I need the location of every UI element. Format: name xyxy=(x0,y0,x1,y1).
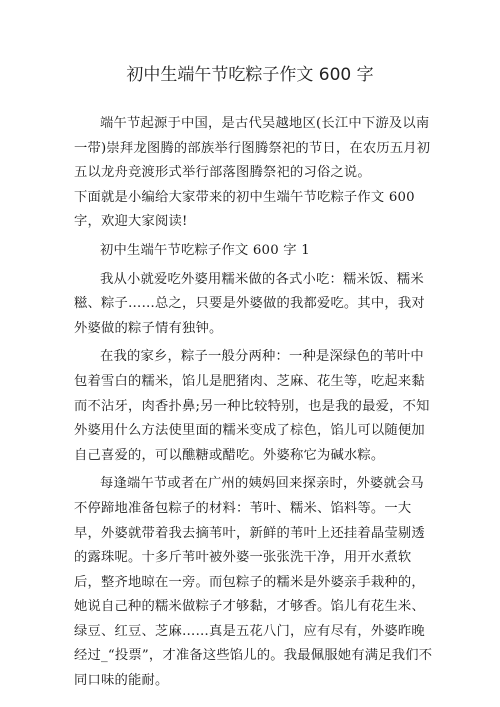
document-body xyxy=(74,112,434,694)
essay-paragraph-3: 每逢端午节或者在广州的姨妈回来探亲时，外婆就会马不停蹄地准备包粽子的材料：苇叶、糯米、馅料等。一大早，外婆就带着我去摘苇叶，新鲜的苇叶上还挂着晶莹剔透的露珠呢。十多斤苇叶被外婆一张张洗干净，用开水煮软后，整齐地晾在一旁。而包粽子的糯米是外婆亲手栽种的，她说自己种的糯米做粽子才够黏，才够香。馅儿有花生米、绿豆、红豆、芝麻……真是五花八门，应有尽有，外婆昨晚经过_“投票”，才准备这些馅儿的。我最佩服她有满足我们不同口味的能耐。 xyxy=(74,476,433,689)
essay-paragraph-2: 在我的家乡，粽子一般分两种：一种是深绿色的苇叶中包着雪白的糯米，馅儿是肥猪肉、芝麻、花生等，吃起来黏而不沾牙，肉香扑鼻;另一种比较特别，也是我的最爱，不知外婆用什么方法使里面的糯米变成了棕色，馅儿可以随便加自己喜爱的，可以醮糖或醋吃。外婆称它为碱水粽。 xyxy=(74,349,430,463)
essay-paragraph-1: 我从小就爱吃外婆用糯米做的各式小吃：糯米饭、糯米糍、粽子……总之，只要是外婆做的我都爱吃。其中，我对外婆做的粽子情有独钟。 xyxy=(74,271,425,336)
intro-paragraph: 端午节起源于中国，是古代吴越地区(长江中下游及以南一带)崇拜龙图腾的部族举行图腾祭祀的节日，在农历五月初五以龙舟竞渡形式举行部落图腾祭祀的习俗之说。 xyxy=(74,116,431,181)
document-title: 初中生端午节吃粽子作文 600 字 xyxy=(126,65,374,85)
invitation-paragraph: 下面就是小编给大家带来的初中生端午节吃粽子作文 600 字，欢迎大家阅读! xyxy=(74,189,415,230)
essay-subheading: 初中生端午节吃粽子作文 600 字 1 xyxy=(100,242,310,258)
